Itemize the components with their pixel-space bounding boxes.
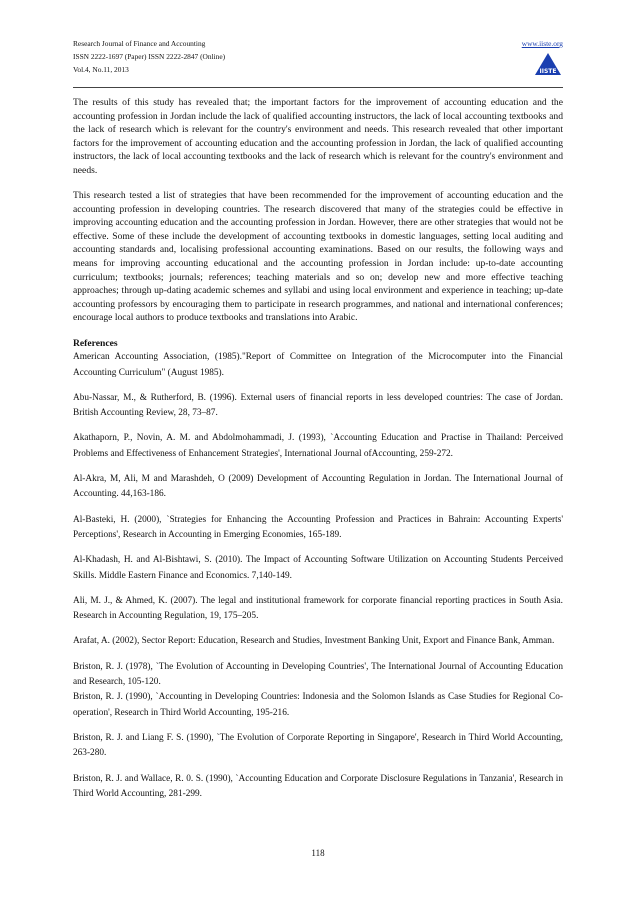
reference-item: Abu-Nassar, M., & Rutherford, B. (1996). External users of financial reports in less developed countries: The case of Jordan. British Accounting Review, 28, 73–87. — [73, 392, 563, 419]
reference-item: Al-Basteki, H. (2000), `Strategies for Enhancing the Accounting Profession and Practices in Bahrain: Accounting Experts' Perceptions', Research in Accounting in Emerging Economies, 165-189. — [73, 514, 563, 540]
reference-item: Arafat, A. (2002), Sector Report: Education, Research and Studies, Investment Banking Unit, Export and Finance Bank, Amman. — [73, 636, 555, 647]
reference-item: Briston, R. J. (1990), `Accounting in Developing Countries: Indonesia and the Solomon Islands as Case Studies for Regional Co-operation', Research in Third World Accounting, 195-216. — [73, 692, 563, 718]
paragraph: This research tested a list of strategies that have been recommended for the improvement of accounting education and the accounting profession in developing countries. The research discovered that many of the strategies could be effective in improving accounting education and the accounting profession in Jordan. However, there are other strategies that would not be effective. Some of these include the development of accounting textbooks in domestic languages, setting local auditing and accounting standards and, localising professional accounting examinations. Based on our results, the following ways and means for improving accounting educational and the accounting profession in Jordan include: up-to-date accounting curriculum; textbooks; journals; references; teaching materials and so on; develop new and more effective teaching approaches; through up-dating academic schemes and syllabi and using local environment and experience in teaching; up-date accounting professors by encouraging them to participate in research programmes, and national and international conferences; encourage local authors to produce textbooks and translations into Arabic. — [73, 190, 563, 324]
reference-item: Akathaporn, P., Novin, A. M. and Abdolmohammadi, J. (1993), `Accounting Education and Practise in Thailand: Perceived Problems and Effectiveness of Enhancement Strategies', International Journal ofAccounting, 259-272. — [73, 433, 563, 459]
page-number: 118 — [311, 848, 325, 858]
document-page — [73, 0, 563, 903]
reference-item: Al-Akra, M, Ali, M and Marashdeh, O (2009) Development of Accounting Regulation in Jordan. The International Journal of Accounting. 44,163-186. — [73, 474, 563, 500]
main-body — [73, 96, 563, 812]
references-heading: References — [73, 337, 118, 349]
page-header — [73, 37, 563, 76]
header-divider — [73, 87, 563, 88]
reference-item: Ali, M. J., & Ahmed, K. (2007). The legal and institutional framework for corporate financial reporting practices in South Asia. Research in Accounting Regulation, 19, 175–205. — [73, 595, 563, 622]
reference-item: Briston, R. J. and Wallace, R. 0. S. (1990), `Accounting Education and Corporate Disclosure Regulations in Tanzania', Research in Third World Accounting, 281-299. — [73, 773, 563, 799]
reference-item: Briston, R. J. (1978), `The Evolution of Accounting in Developing Countries', The International Journal of Accounting Education and Research, 105-120. — [73, 661, 563, 688]
issn-line: ISSN 2222-1697 (Paper) ISSN 2222-2847 (Online) — [73, 52, 226, 61]
reference-item: Briston, R. J. and Liang F. S. (1990), `The Evolution of Corporate Reporting in Singapore', Research in Third World Accounting, 263-280. — [73, 732, 563, 759]
volume-line: Vol.4, No.11, 2013 — [73, 65, 129, 74]
reference-item: Al-Khadash, H. and Al-Bishtawi, S. (2010). The Impact of Accounting Software Utilization on Accounting Students Perceived Skills. Middle Eastern Finance and Economics. 7,140-149. — [73, 555, 563, 581]
logo-text: IISTE — [539, 68, 557, 75]
journal-name: Research Journal of Finance and Accounting — [73, 39, 206, 48]
journal-url-link[interactable]: www.iiste.org — [521, 39, 563, 48]
paragraph: The results of this study has revealed that; the important factors for the improvement of accounting education and the accounting profession in Jordan include the lack of qualified accounting instructors, the lack of local accounting textbooks and the lack of research which is relevant for the country's environment and needs. This research revealed that other important factors for the improvement of accounting education and the accounting profession in Jordan, the lack of qualified accounting instructors, the lack of local accounting textbooks and the lack of research which is relevant for the country's environment and needs. — [73, 97, 563, 176]
reference-item: American Accounting Association, (1985)."Report of Committee on Integration of the Microcomputer into the Financial Accounting Curriculum" (August 1985). — [73, 352, 563, 378]
iiste-logo-icon — [535, 53, 561, 75]
